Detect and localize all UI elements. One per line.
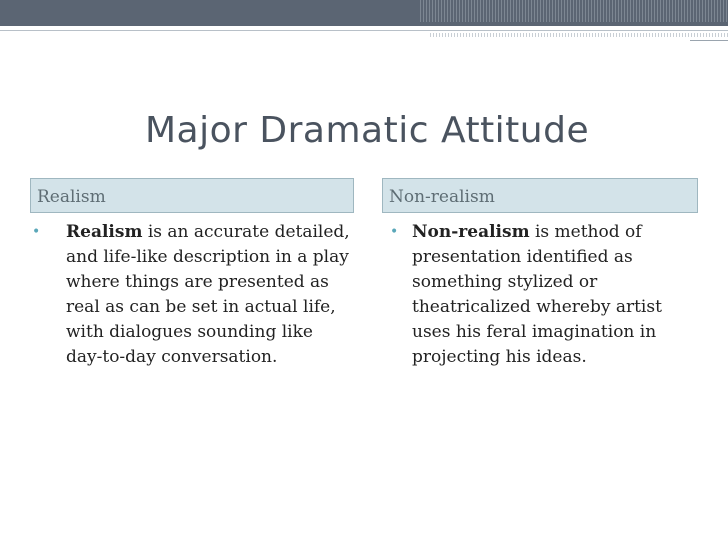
bullet-icon: • <box>390 224 399 240</box>
column-body-non-realism <box>390 220 695 370</box>
term-realism: Realism <box>66 222 143 242</box>
decor-line-short <box>690 40 728 41</box>
term-non-realism: Non-realism <box>412 222 530 242</box>
column-body-realism <box>30 220 350 370</box>
decor-line-stripes <box>430 33 728 37</box>
decor-line <box>0 30 728 31</box>
definition-non-realism: is method of presentation identified as something stylized or theatricalized whereby artist uses his feral imagination in projecting his ideas. <box>412 222 662 367</box>
bullet-item <box>390 220 695 370</box>
bullet-icon: • <box>32 224 41 240</box>
column-header-non-realism: Non-realism <box>382 178 698 213</box>
slide-title: Major Dramatic Attitude <box>145 110 590 151</box>
bullet-item <box>30 220 350 370</box>
top-decor-stripes <box>420 0 728 22</box>
definition-realism: is an accurate detailed, and life-like description in a play where things are presented as real as can be set in actual life, with dialogues sounding like day-to-day conversation. <box>66 222 350 367</box>
column-header-realism: Realism <box>30 178 354 213</box>
